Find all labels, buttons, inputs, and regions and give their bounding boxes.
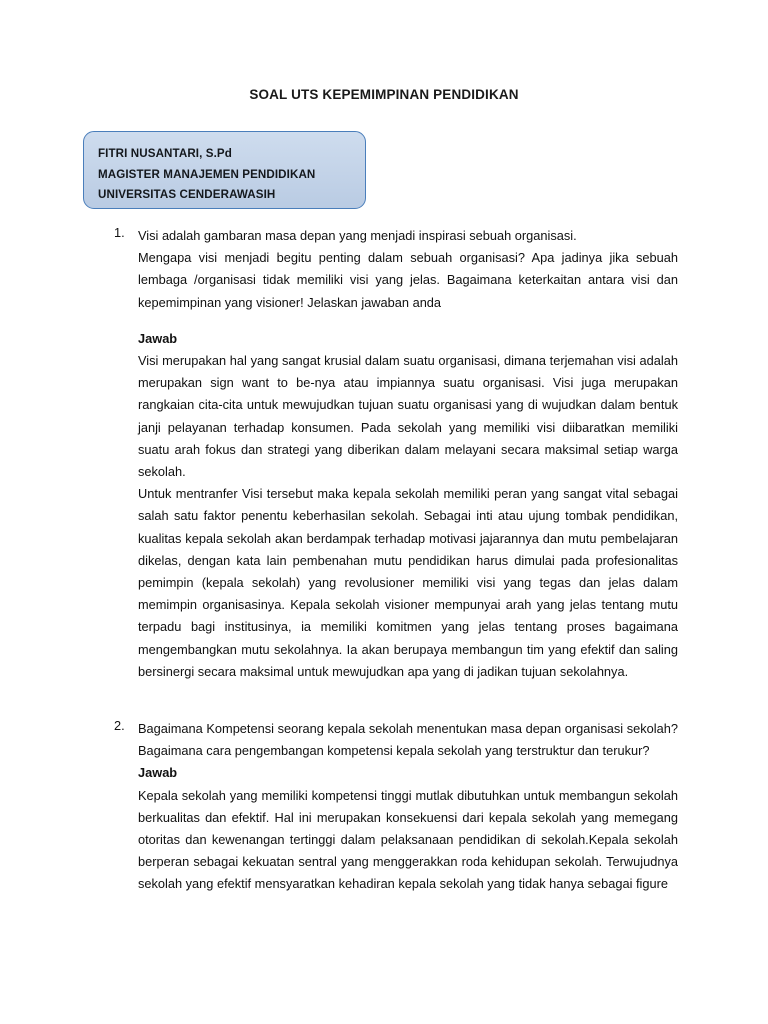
- question-body-2: [138, 718, 678, 896]
- answer-paragraph-1-1: Visi merupakan hal yang sangat krusial dalam suatu organisasi, dimana terjemahan visi adalah merupakan sign want to be-nya atau impiannya suatu organisasi. Visi juga merupakan rangkaian cita-cita untuk mewujudkan tujuan suatu organisasi yang di wujudkan dalam bentuk janji pelayanan terhadap konsumen. Pada sekolah yang memiliki visi diibaratkan memiliki suatu arah fokus dan strategi yang diberikan dalam melayani secara maksimal setiap warga sekolah.: [138, 353, 678, 480]
- question-number-2: 2.: [114, 718, 125, 733]
- question-body-1: [138, 225, 678, 683]
- question-item-1: [114, 225, 678, 683]
- answer-label-1: Jawab: [138, 330, 178, 346]
- question-prompt-lead-1: Visi adalah gambaran masa depan yang menjadi inspirasi sebuah organisasi.: [138, 228, 577, 243]
- question-prompt-1: Mengapa visi menjadi begitu penting dalam sebuah organisasi? Apa jadinya jika sebuah lembaga /organisasi tidak memiliki visi yang jelas. Bagaimana keterkaitan antara visi dan kepemimpinan yang visioner! Jelaskan jawaban anda: [138, 250, 678, 310]
- spacer: [138, 314, 678, 328]
- question-number-1: 1.: [114, 225, 125, 240]
- identity-name: FITRI NUSANTARI, S.Pd: [98, 147, 232, 160]
- question-prompt-2: Bagaimana Kompetensi seorang kepala sekolah menentukan masa depan organisasi sekolah? Bagaimana cara pengembangan kompetensi kepala sekolah yang terstruktur dan terukur?: [138, 721, 678, 759]
- answer-label-2: Jawab: [138, 765, 178, 781]
- identity-program: MAGISTER MANAJEMEN PENDIDIKAN: [98, 167, 316, 181]
- answer-paragraph-2-1: Kepala sekolah yang memiliki kompetensi tinggi mutlak dibutuhkan untuk membangun sekolah berkualitas dan efektif. Hal ini merupakan konsekuensi dari kepala sekolah yang memegang otoritas dan kewenangan tertinggi dalam pelaksanaan pendidikan di sekolah.Kepala sekolah berperan sebagai kekuatan sentral yang menggerakkan roda kehidupan sekolah. Terwujudnya sekolah yang efektif mensyaratkan kehadiran kepala sekolah yang tidak hanya sebagai figure: [138, 787, 678, 892]
- identity-box: [83, 131, 366, 209]
- answer-paragraph-1-2: Untuk mentranfer Visi tersebut maka kepala sekolah memiliki peran yang sangat vital sebagai salah satu faktor penentu keberhasilan sekolah. Sebagai inti atau ujung tombak pendidikan, kualitas kepala sekolah akan berdampak terhadap motivasi jajarannya dan mutu pembelajaran dikelas, dengan kata lain pembenahan mutu pendidikan harus dimulai pada profesionalitas pemimpin (kepala sekolah) yang revolusioner memiliki visi yang tegas dan jelas dalam memimpin organisasinya. Kepala sekolah visioner mempunyai arah yang jelas tentang mutu terpadu bagi institusinya, ia memiliki komitmen yang jelas tentang proses bagaimana mengembangkan mutu sekolahnya. Ia akan berupaya membangun tim yang efektif dan saling bersinergi secara maksimal untuk mewujudkan apa yang di jadikan tujuan sekolahnya.: [138, 486, 678, 679]
- question-item-2: [114, 718, 678, 896]
- page-title: SOAL UTS KEPEMIMPINAN PENDIDIKAN: [249, 87, 519, 102]
- identity-university: UNIVERSITAS CENDERAWASIH: [98, 188, 276, 201]
